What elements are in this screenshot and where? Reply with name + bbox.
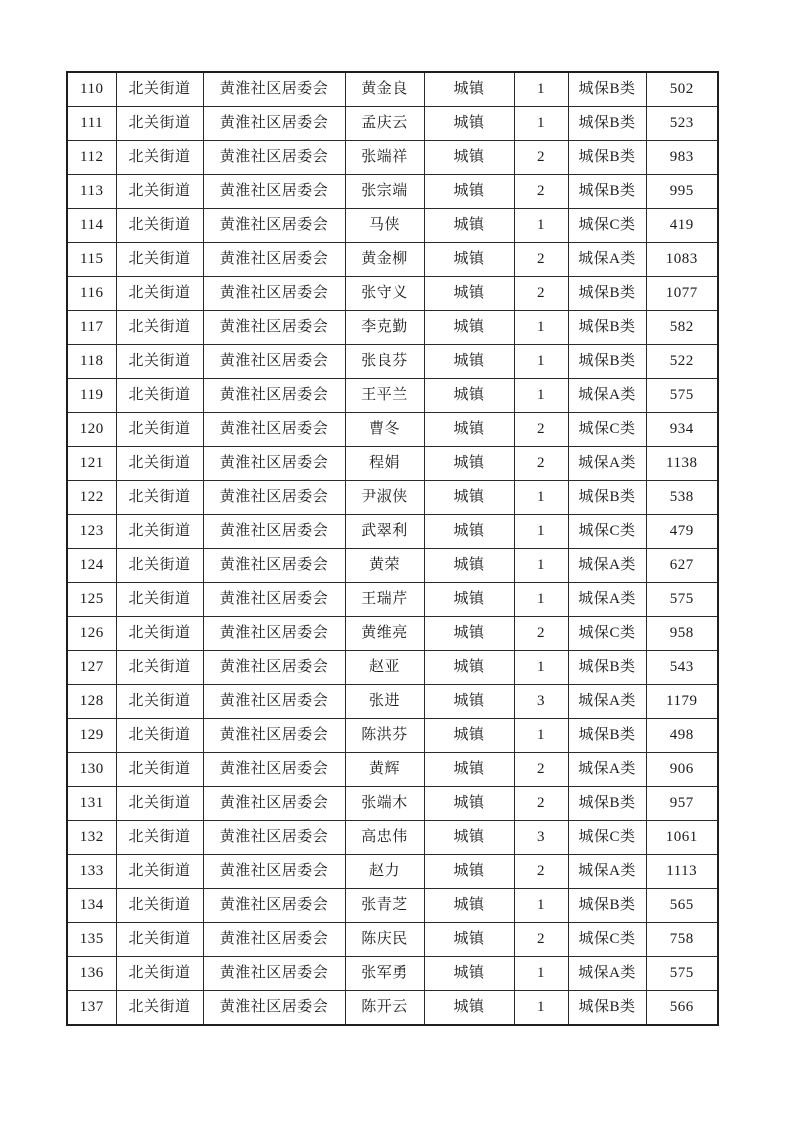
cell-street: 北关街道 [116, 379, 203, 413]
cell-name: 黄金良 [345, 72, 424, 107]
cell-amount: 627 [646, 549, 718, 583]
cell-name: 赵亚 [345, 651, 424, 685]
cell-no: 131 [67, 787, 116, 821]
cell-street: 北关街道 [116, 311, 203, 345]
cell-category: 城保C类 [568, 821, 646, 855]
cell-street: 北关街道 [116, 209, 203, 243]
table-row [67, 107, 718, 141]
cell-amount: 575 [646, 583, 718, 617]
cell-amount: 565 [646, 889, 718, 923]
cell-street: 北关街道 [116, 821, 203, 855]
cell-count: 2 [514, 447, 568, 481]
cell-no: 120 [67, 413, 116, 447]
cell-count: 2 [514, 141, 568, 175]
cell-category: 城保B类 [568, 651, 646, 685]
cell-no: 117 [67, 311, 116, 345]
cell-name: 黄维亮 [345, 617, 424, 651]
cell-no: 121 [67, 447, 116, 481]
cell-street: 北关街道 [116, 787, 203, 821]
cell-street: 北关街道 [116, 72, 203, 107]
table-row [67, 72, 718, 107]
cell-residence: 城镇 [424, 515, 514, 549]
cell-amount: 1077 [646, 277, 718, 311]
cell-no: 127 [67, 651, 116, 685]
table-row [67, 345, 718, 379]
cell-amount: 582 [646, 311, 718, 345]
cell-amount: 543 [646, 651, 718, 685]
cell-amount: 502 [646, 72, 718, 107]
cell-name: 黄辉 [345, 753, 424, 787]
cell-name: 曹冬 [345, 413, 424, 447]
cell-residence: 城镇 [424, 72, 514, 107]
cell-no: 110 [67, 72, 116, 107]
cell-category: 城保C类 [568, 413, 646, 447]
cell-community: 黄淮社区居委会 [203, 719, 345, 753]
cell-community: 黄淮社区居委会 [203, 379, 345, 413]
cell-category: 城保B类 [568, 107, 646, 141]
cell-count: 1 [514, 379, 568, 413]
cell-amount: 906 [646, 753, 718, 787]
cell-name: 尹淑侠 [345, 481, 424, 515]
cell-count: 2 [514, 923, 568, 957]
cell-count: 1 [514, 481, 568, 515]
cell-community: 黄淮社区居委会 [203, 787, 345, 821]
cell-street: 北关街道 [116, 753, 203, 787]
cell-count: 2 [514, 277, 568, 311]
cell-category: 城保B类 [568, 719, 646, 753]
cell-community: 黄淮社区居委会 [203, 923, 345, 957]
cell-community: 黄淮社区居委会 [203, 277, 345, 311]
cell-name: 高忠伟 [345, 821, 424, 855]
cell-no: 134 [67, 889, 116, 923]
cell-count: 2 [514, 787, 568, 821]
cell-no: 125 [67, 583, 116, 617]
cell-amount: 1113 [646, 855, 718, 889]
cell-street: 北关街道 [116, 345, 203, 379]
table-row [67, 651, 718, 685]
cell-residence: 城镇 [424, 855, 514, 889]
cell-name: 马侠 [345, 209, 424, 243]
cell-residence: 城镇 [424, 651, 514, 685]
cell-category: 城保B类 [568, 889, 646, 923]
cell-count: 3 [514, 685, 568, 719]
cell-amount: 1138 [646, 447, 718, 481]
cell-no: 137 [67, 991, 116, 1026]
table-row [67, 243, 718, 277]
table-row [67, 957, 718, 991]
cell-street: 北关街道 [116, 923, 203, 957]
cell-street: 北关街道 [116, 277, 203, 311]
cell-name: 张守义 [345, 277, 424, 311]
cell-count: 3 [514, 821, 568, 855]
cell-category: 城保A类 [568, 855, 646, 889]
cell-name: 陈开云 [345, 991, 424, 1026]
cell-no: 111 [67, 107, 116, 141]
cell-street: 北关街道 [116, 141, 203, 175]
cell-residence: 城镇 [424, 141, 514, 175]
cell-residence: 城镇 [424, 753, 514, 787]
cell-residence: 城镇 [424, 821, 514, 855]
cell-category: 城保C类 [568, 617, 646, 651]
cell-no: 130 [67, 753, 116, 787]
table-row [67, 379, 718, 413]
table-row [67, 277, 718, 311]
cell-street: 北关街道 [116, 447, 203, 481]
cell-no: 119 [67, 379, 116, 413]
table-row [67, 141, 718, 175]
cell-street: 北关街道 [116, 957, 203, 991]
cell-name: 张军勇 [345, 957, 424, 991]
cell-category: 城保A类 [568, 243, 646, 277]
cell-amount: 566 [646, 991, 718, 1026]
cell-residence: 城镇 [424, 617, 514, 651]
cell-amount: 934 [646, 413, 718, 447]
cell-residence: 城镇 [424, 379, 514, 413]
table-row [67, 447, 718, 481]
cell-category: 城保B类 [568, 311, 646, 345]
cell-residence: 城镇 [424, 345, 514, 379]
cell-category: 城保A类 [568, 583, 646, 617]
cell-count: 2 [514, 175, 568, 209]
roster-body [67, 72, 718, 1025]
cell-amount: 983 [646, 141, 718, 175]
cell-street: 北关街道 [116, 175, 203, 209]
cell-category: 城保A类 [568, 549, 646, 583]
cell-count: 1 [514, 72, 568, 107]
cell-amount: 523 [646, 107, 718, 141]
cell-no: 129 [67, 719, 116, 753]
cell-community: 黄淮社区居委会 [203, 753, 345, 787]
table-row [67, 719, 718, 753]
cell-community: 黄淮社区居委会 [203, 175, 345, 209]
cell-name: 张良芬 [345, 345, 424, 379]
cell-name: 黄荣 [345, 549, 424, 583]
table-row [67, 685, 718, 719]
cell-amount: 1179 [646, 685, 718, 719]
cell-residence: 城镇 [424, 549, 514, 583]
cell-count: 1 [514, 515, 568, 549]
cell-residence: 城镇 [424, 447, 514, 481]
cell-no: 126 [67, 617, 116, 651]
cell-amount: 957 [646, 787, 718, 821]
cell-street: 北关街道 [116, 855, 203, 889]
cell-street: 北关街道 [116, 413, 203, 447]
cell-residence: 城镇 [424, 991, 514, 1026]
cell-count: 2 [514, 855, 568, 889]
cell-count: 2 [514, 413, 568, 447]
cell-residence: 城镇 [424, 787, 514, 821]
cell-residence: 城镇 [424, 243, 514, 277]
cell-community: 黄淮社区居委会 [203, 107, 345, 141]
cell-amount: 1083 [646, 243, 718, 277]
cell-amount: 522 [646, 345, 718, 379]
cell-residence: 城镇 [424, 583, 514, 617]
table-row [67, 787, 718, 821]
cell-community: 黄淮社区居委会 [203, 481, 345, 515]
cell-category: 城保B类 [568, 345, 646, 379]
cell-residence: 城镇 [424, 107, 514, 141]
table-row [67, 515, 718, 549]
cell-residence: 城镇 [424, 481, 514, 515]
cell-no: 113 [67, 175, 116, 209]
cell-category: 城保C类 [568, 923, 646, 957]
cell-no: 116 [67, 277, 116, 311]
table-row [67, 617, 718, 651]
cell-street: 北关街道 [116, 107, 203, 141]
cell-community: 黄淮社区居委会 [203, 685, 345, 719]
cell-category: 城保B类 [568, 72, 646, 107]
cell-category: 城保B类 [568, 481, 646, 515]
table-row [67, 175, 718, 209]
cell-community: 黄淮社区居委会 [203, 243, 345, 277]
cell-street: 北关街道 [116, 549, 203, 583]
cell-category: 城保A类 [568, 685, 646, 719]
cell-count: 1 [514, 583, 568, 617]
cell-no: 136 [67, 957, 116, 991]
table-row [67, 209, 718, 243]
cell-community: 黄淮社区居委会 [203, 617, 345, 651]
table-row [67, 991, 718, 1026]
cell-residence: 城镇 [424, 889, 514, 923]
cell-count: 1 [514, 719, 568, 753]
cell-name: 李克勤 [345, 311, 424, 345]
cell-residence: 城镇 [424, 719, 514, 753]
cell-category: 城保A类 [568, 957, 646, 991]
cell-community: 黄淮社区居委会 [203, 447, 345, 481]
table-row [67, 311, 718, 345]
cell-community: 黄淮社区居委会 [203, 345, 345, 379]
cell-no: 124 [67, 549, 116, 583]
cell-name: 武翠利 [345, 515, 424, 549]
cell-residence: 城镇 [424, 685, 514, 719]
cell-count: 1 [514, 345, 568, 379]
cell-count: 2 [514, 243, 568, 277]
cell-name: 王瑞芹 [345, 583, 424, 617]
cell-name: 程娟 [345, 447, 424, 481]
table-row [67, 889, 718, 923]
cell-community: 黄淮社区居委会 [203, 72, 345, 107]
cell-amount: 1061 [646, 821, 718, 855]
cell-community: 黄淮社区居委会 [203, 957, 345, 991]
cell-category: 城保B类 [568, 787, 646, 821]
cell-community: 黄淮社区居委会 [203, 651, 345, 685]
cell-no: 123 [67, 515, 116, 549]
cell-street: 北关街道 [116, 515, 203, 549]
cell-name: 张端祥 [345, 141, 424, 175]
cell-no: 115 [67, 243, 116, 277]
cell-name: 张宗端 [345, 175, 424, 209]
table-row [67, 481, 718, 515]
cell-community: 黄淮社区居委会 [203, 141, 345, 175]
cell-amount: 538 [646, 481, 718, 515]
cell-residence: 城镇 [424, 311, 514, 345]
cell-count: 1 [514, 549, 568, 583]
cell-count: 1 [514, 957, 568, 991]
benefit-roster-table [66, 71, 719, 1026]
cell-count: 1 [514, 991, 568, 1026]
cell-name: 陈洪芬 [345, 719, 424, 753]
cell-street: 北关街道 [116, 243, 203, 277]
cell-amount: 995 [646, 175, 718, 209]
cell-residence: 城镇 [424, 957, 514, 991]
cell-count: 1 [514, 107, 568, 141]
cell-community: 黄淮社区居委会 [203, 209, 345, 243]
table-row [67, 923, 718, 957]
cell-community: 黄淮社区居委会 [203, 413, 345, 447]
cell-community: 黄淮社区居委会 [203, 515, 345, 549]
cell-category: 城保B类 [568, 277, 646, 311]
cell-community: 黄淮社区居委会 [203, 991, 345, 1026]
cell-amount: 575 [646, 379, 718, 413]
cell-name: 黄金柳 [345, 243, 424, 277]
cell-amount: 758 [646, 923, 718, 957]
table-row [67, 753, 718, 787]
cell-street: 北关街道 [116, 617, 203, 651]
cell-category: 城保A类 [568, 447, 646, 481]
cell-no: 122 [67, 481, 116, 515]
cell-residence: 城镇 [424, 923, 514, 957]
cell-amount: 958 [646, 617, 718, 651]
cell-residence: 城镇 [424, 175, 514, 209]
cell-no: 133 [67, 855, 116, 889]
cell-community: 黄淮社区居委会 [203, 549, 345, 583]
cell-name: 赵力 [345, 855, 424, 889]
table-row [67, 821, 718, 855]
cell-count: 1 [514, 209, 568, 243]
cell-community: 黄淮社区居委会 [203, 889, 345, 923]
cell-street: 北关街道 [116, 651, 203, 685]
cell-category: 城保B类 [568, 141, 646, 175]
cell-category: 城保A类 [568, 753, 646, 787]
cell-amount: 498 [646, 719, 718, 753]
cell-street: 北关街道 [116, 481, 203, 515]
cell-community: 黄淮社区居委会 [203, 311, 345, 345]
cell-street: 北关街道 [116, 583, 203, 617]
cell-count: 1 [514, 889, 568, 923]
cell-no: 114 [67, 209, 116, 243]
cell-community: 黄淮社区居委会 [203, 583, 345, 617]
cell-street: 北关街道 [116, 685, 203, 719]
table-row [67, 413, 718, 447]
cell-no: 132 [67, 821, 116, 855]
cell-category: 城保C类 [568, 515, 646, 549]
cell-community: 黄淮社区居委会 [203, 855, 345, 889]
cell-amount: 479 [646, 515, 718, 549]
cell-no: 112 [67, 141, 116, 175]
cell-name: 张进 [345, 685, 424, 719]
cell-count: 2 [514, 753, 568, 787]
cell-street: 北关街道 [116, 719, 203, 753]
cell-category: 城保C类 [568, 209, 646, 243]
cell-street: 北关街道 [116, 991, 203, 1026]
cell-amount: 419 [646, 209, 718, 243]
cell-name: 王平兰 [345, 379, 424, 413]
cell-count: 2 [514, 617, 568, 651]
cell-no: 135 [67, 923, 116, 957]
cell-community: 黄淮社区居委会 [203, 821, 345, 855]
cell-residence: 城镇 [424, 277, 514, 311]
table-row [67, 549, 718, 583]
cell-name: 孟庆云 [345, 107, 424, 141]
cell-no: 128 [67, 685, 116, 719]
table-row [67, 583, 718, 617]
cell-residence: 城镇 [424, 413, 514, 447]
cell-count: 1 [514, 311, 568, 345]
cell-category: 城保B类 [568, 175, 646, 209]
table-row [67, 855, 718, 889]
cell-name: 张端木 [345, 787, 424, 821]
cell-category: 城保A类 [568, 379, 646, 413]
cell-count: 1 [514, 651, 568, 685]
cell-name: 陈庆民 [345, 923, 424, 957]
cell-amount: 575 [646, 957, 718, 991]
cell-category: 城保B类 [568, 991, 646, 1026]
cell-no: 118 [67, 345, 116, 379]
cell-residence: 城镇 [424, 209, 514, 243]
cell-street: 北关街道 [116, 889, 203, 923]
cell-name: 张青芝 [345, 889, 424, 923]
